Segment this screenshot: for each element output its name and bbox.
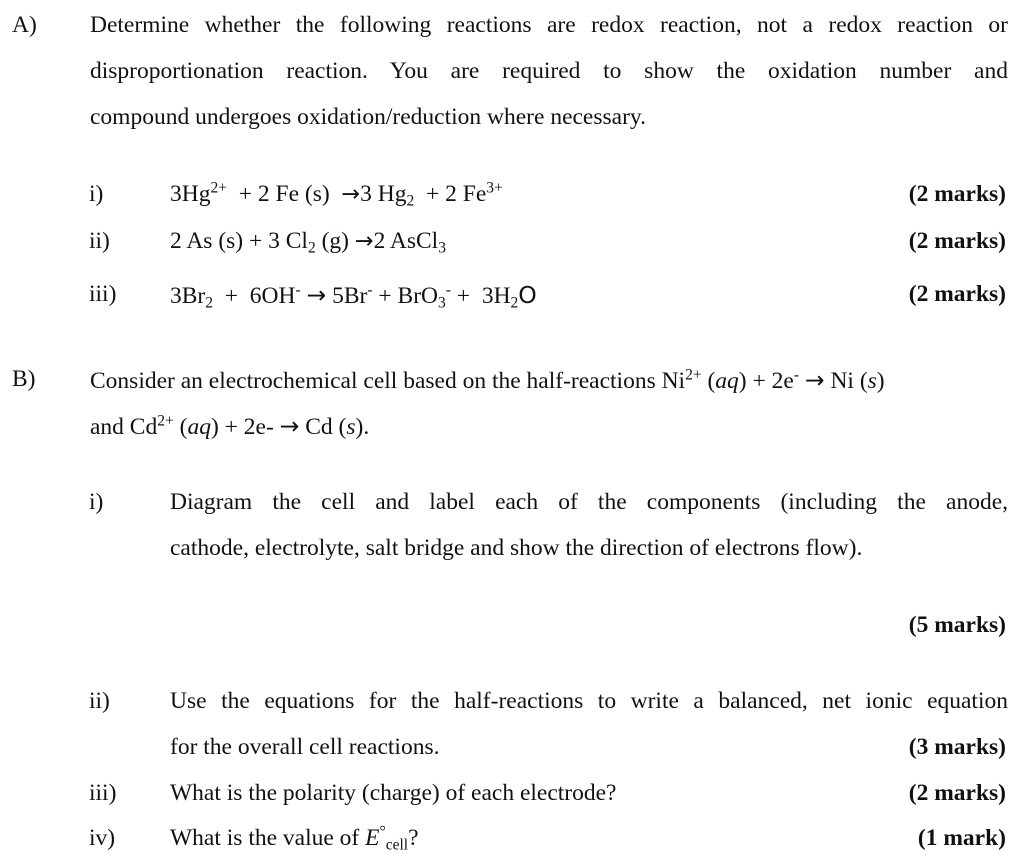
b-question-2-line-1: Use the equations for the half-reactions to write a balanced, net ionic equation bbox=[170, 688, 1008, 714]
cd-charge: 2+ bbox=[157, 412, 174, 430]
reactant-hg-ion: 3Hg bbox=[170, 181, 211, 207]
b-question-1-marks: (5 marks) bbox=[908, 612, 1006, 638]
aq-state: aq bbox=[187, 414, 211, 440]
bro3-charge: - bbox=[445, 281, 451, 299]
oh-charge: - bbox=[295, 281, 301, 299]
section-a-intro-line-2: disproportionation reaction. You are required to show the oxidation number and bbox=[90, 58, 1008, 84]
br2-subscript: 2 bbox=[205, 294, 213, 312]
plus-sign: + bbox=[456, 283, 471, 309]
reaction-arrow: → bbox=[279, 412, 300, 440]
reactant-fe: 2 Fe (s) bbox=[257, 181, 330, 207]
a-question-3-equation bbox=[170, 281, 537, 310]
a-question-2-number: ii) bbox=[89, 228, 110, 254]
question-text: What is the value of bbox=[170, 825, 366, 851]
reaction-arrow: → bbox=[306, 281, 327, 309]
b-question-4-marks: (1 mark) bbox=[917, 825, 1006, 851]
reactants: 2 As (s) + 3 Cl bbox=[170, 228, 308, 254]
product-fe-ion: 2 Fe bbox=[445, 181, 487, 207]
hg2-subscript: 2 bbox=[406, 192, 415, 210]
a-question-2-marks: (2 marks) bbox=[908, 228, 1006, 254]
ni-product: Ni ( bbox=[830, 368, 868, 394]
b-question-4-number: iv) bbox=[89, 825, 116, 851]
fe-charge: 3+ bbox=[486, 179, 503, 197]
b-question-1-line-2: cathode, electrolyte, salt bridge and show the direction of electrons flow). bbox=[170, 535, 863, 561]
b-question-3-number: iii) bbox=[89, 780, 117, 806]
reactant-oh: 6OH bbox=[249, 283, 296, 309]
ascl-subscript: 3 bbox=[438, 239, 446, 257]
b-question-2-number: ii) bbox=[89, 688, 110, 714]
product-h2o: 3H bbox=[481, 283, 511, 309]
section-a-intro-line-1: Determine whether the following reactions are redox reaction, not a redox reaction or bbox=[90, 12, 1008, 38]
section-b-intro-line-1: Consider an electrochemical cell based on the half-reactions $Ni^{2+}$ (aq) + 2e- → Ni (s) bbox=[90, 366, 885, 394]
a-question-2-equation bbox=[170, 228, 446, 255]
b-question-2-marks: (3 marks) bbox=[908, 734, 1006, 760]
cd-product: Cd ( bbox=[305, 414, 347, 440]
product-br: 5Br bbox=[332, 283, 368, 309]
plus-sign: + bbox=[238, 181, 252, 207]
a-question-3-marks: (2 marks) bbox=[908, 281, 1006, 307]
standard-symbol: ° bbox=[379, 823, 386, 841]
cl-subscript: 2 bbox=[307, 239, 316, 257]
aq-state: aq bbox=[715, 368, 739, 394]
cl-state: (g) bbox=[315, 228, 349, 254]
b-question-2-line-2: for the overall cell reactions. bbox=[170, 734, 440, 760]
b-question-1-line-1: Diagram the cell and label each of the components (including the anode, bbox=[170, 489, 1008, 515]
product-bro3: + BrO bbox=[378, 283, 438, 309]
h2o-subscript: 2 bbox=[510, 294, 519, 312]
intro-text: Consider an electrochemical cell based on the half-reactions Ni bbox=[90, 368, 686, 394]
hg-charge: 2+ bbox=[210, 179, 227, 197]
plus-sign: + bbox=[425, 181, 440, 207]
section-b-intro-line-2: and $Cd^{2+}$ (aq) + 2e- → Cd (s). bbox=[90, 412, 370, 440]
section-b-label: B) bbox=[12, 366, 36, 392]
h2o-oxygen: O bbox=[518, 281, 537, 309]
reaction-arrow: → bbox=[341, 181, 361, 207]
ni-charge: 2+ bbox=[685, 366, 702, 384]
reactant-br2: 3Br bbox=[170, 283, 206, 309]
plus-sign: + bbox=[224, 283, 239, 309]
solid-state: s bbox=[867, 368, 877, 394]
paren: ) bbox=[876, 368, 885, 394]
bro3-subscript: 3 bbox=[438, 294, 446, 312]
a-question-1-marks: (2 marks) bbox=[908, 181, 1006, 207]
a-question-1-number: i) bbox=[89, 181, 104, 207]
e-symbol: E bbox=[365, 825, 380, 851]
b-question-3-marks: (2 marks) bbox=[908, 780, 1006, 806]
intro-text: and Cd bbox=[90, 414, 158, 440]
solid-state: s bbox=[346, 414, 356, 440]
br-charge: - bbox=[367, 281, 373, 299]
section-a-intro-line-3: compound undergoes oxidation/reduction where necessary. bbox=[90, 104, 647, 130]
b-question-4-text bbox=[170, 825, 419, 852]
product-hg2: 3 Hg bbox=[360, 181, 407, 207]
cell-subscript: cell bbox=[385, 836, 409, 854]
b-question-3-text: What is the polarity (charge) of each electrode? bbox=[170, 780, 617, 806]
section-a-label: A) bbox=[12, 12, 37, 38]
electron-charge: - bbox=[793, 366, 799, 384]
reaction-arrow: → bbox=[804, 366, 825, 394]
electrons: ) + 2e- bbox=[210, 414, 274, 440]
electrons: ) + 2e bbox=[738, 368, 794, 394]
a-question-3-number: iii) bbox=[89, 281, 117, 307]
paren: ). bbox=[355, 414, 370, 440]
question-mark: ? bbox=[408, 825, 419, 851]
product-ascl3: 2 AsCl bbox=[373, 228, 439, 254]
b-question-1-number: i) bbox=[89, 489, 104, 515]
reaction-arrow: → bbox=[354, 228, 374, 254]
a-question-1-equation bbox=[170, 181, 503, 208]
